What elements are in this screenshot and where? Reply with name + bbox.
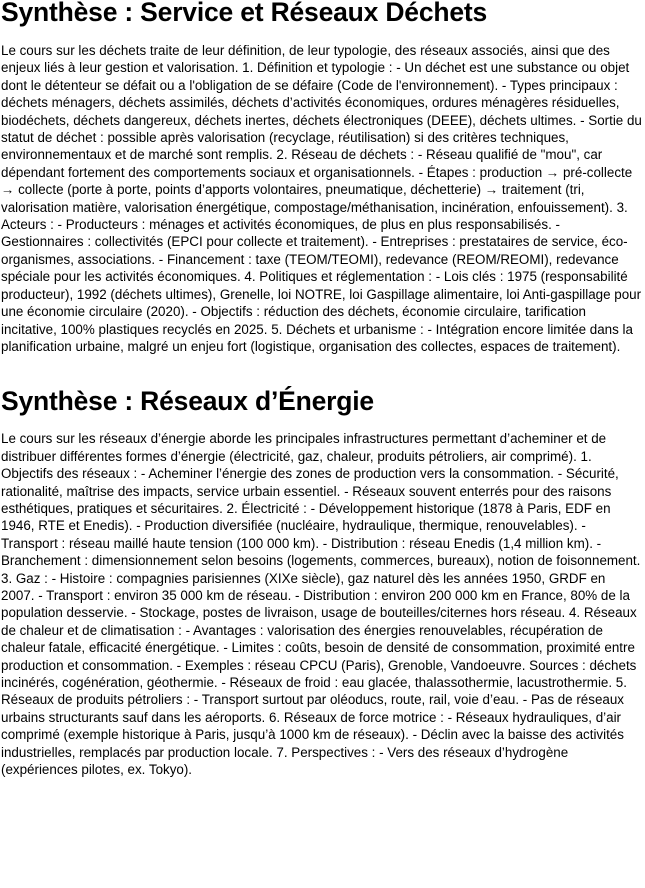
section-body-text: Le cours sur les déchets traite de leur définition, de leur typologie, des réseaux associés, ainsi que des enjeux liés à leur gestion et valorisation. 1. Définition et typologie : - Un déchet est une substance ou objet dont le détenteur se défait ou a l'obligation de se défaire (Code de l'environnement). - Types principaux : déchets ménagers, déchets assimilés, déchets d’activités économiques, ordures ménagères résiduelles, biodéchets, déchets dangereux, déchets inertes, déchets électroniques (DEEE), déchets ultimes. - Sortie du statut de déchet : possible après valorisation (recyclage, réutilisation) si des critères techniques, environnementaux et de marché sont remplis. 2. Réseau de déchets : - Réseau qualifié de "mou", car dépendant fortement des comportements sociaux et organisationnels. - Étapes : production → pré-collecte → collecte (porte à porte, points d’apports volontaires, pneumatique, déchetterie) → traitement (tri, valorisation matière, valorisation énergétique, compostage/méthanisation, incinération, enfouissement). 3. Acteurs : - Producteurs : ménages et activités économiques, de plus en plus responsabilisés. - Gestionnaires : collectivités (EPCI pour collecte et traitement). - Entreprises : prestataires de service, éco-organismes, associations. - Financement : taxe (TEOM/TEOMI), redevance (REOM/REOMI), redevance spéciale pour les activités économiques. 4. Politiques et réglementation : - Lois clés : 1975 (responsabilité producteur), 1992 (déchets ultimes), Grenelle, loi NOTRE, loi Gaspillage alimentaire, loi Anti-gaspillage pour une économie circulaire (2020). - Objectifs : réduction des déchets, économie circulaire, tarification incitative, 100% plastiques recyclés en 2025. 5. Déchets et urbanisme : - Intégration encore limitée dans la planification urbaine, malgré un enjeu fort (logistique, organisation des collectes, espaces de traitement). (1, 43, 642, 354)
section-title: Synthèse : Réseaux d’Énergie (1, 386, 374, 417)
section-title: Synthèse : Service et Réseaux Déchets (1, 0, 488, 27)
section-body-text: Le cours sur les réseaux d’énergie aborde les principales infrastructures permettant d’acheminer et de distribuer différentes formes d’énergie (électricité, gaz, chaleur, produits pétroliers, air comprimé). 1. Objectifs des réseaux : - Acheminer l’énergie des zones de production vers la consommation. - Sécurité, rationalité, maîtrise des impacts, service urbain essentiel. - Réseaux souvent enterrés pour des raisons esthétiques, pratiques et sécuritaires. 2. Électricité : - Développement historique (1878 à Paris, EDF en 1946, RTE et Enedis). - Production diversifiée (nucléaire, hydraulique, thermique, renouvelables). - Transport : réseau maillé haute tension (100 000 km). - Distribution : réseau Enedis (1,4 million km). - Branchement : dimensionnement selon besoins (logements, commerces, bureaux), notion de foisonnement. 3. Gaz : - Histoire : compagnies parisiennes (XIXe siècle), gaz naturel dès les années 1950, GRDF en 2007. - Transport : environ 35 000 km de réseau. - Distribution : environ 200 000 km en France, 80% de la population desservie. - Stockage, postes de livraison, usage de bouteilles/citernes hors réseau. 4. Réseaux de chaleur et de climatisation : - Avantages : valorisation des énergies renouvelables, récupération de chaleur fatale, efficacité énergétique. - Limites : coûts, besoin de densité de consommation, proximité entre production et consommation. - Exemples : réseau CPCU (Paris), Grenoble, Vandoeuvre. Sources : déchets incinérés, cogénération, géothermie. - Réseaux de froid : eau glacée, thalassothermie, lacustrothermie. 5. Réseaux de produits pétroliers : - Transport surtout par oléoducs, route, rail, voie d’eau. - Pas de réseaux urbains structurants sauf dans les aéroports. 6. Réseaux de force motrice : - Réseaux hydrauliques, d’air comprimé (exemple historique à Paris, jusqu’à 1000 km de réseaux). - Déclin avec la baisse des activités industrielles, remplacés par production locale. 7. Perspectives : - Vers des réseaux d’hydrogène (expériences pilotes, ex. Tokyo). (1, 431, 641, 778)
section-waste-networks (1, 0, 642, 355)
section-energy-networks (1, 386, 642, 778)
